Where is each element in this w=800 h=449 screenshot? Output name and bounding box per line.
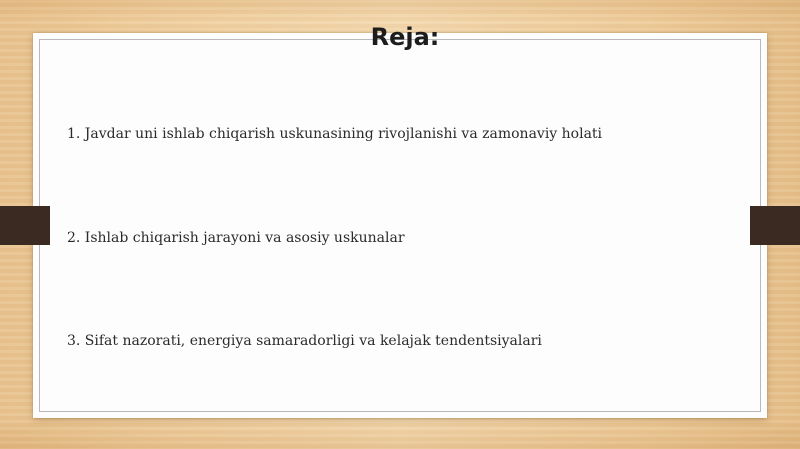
slide-card [33,33,767,418]
slide-title: Reja: [370,23,440,51]
wood-texture-top [0,0,800,20]
plan-item-2: 2. Ishlab chiqarish jarayoni va asosiy uskunalar [67,230,405,246]
slide-card-border [39,39,761,412]
right-ribbon-tab [750,206,800,245]
plan-item-3: 3. Sifat nazorati, energiya samaradorligi va kelajak tendentsiyalari [67,333,542,349]
left-ribbon-tab [0,206,50,245]
plan-item-1: 1. Javdar uni ishlab chiqarish uskunasining rivojlanishi va zamonaviy holati [67,126,603,142]
wood-texture-bottom [0,420,800,449]
